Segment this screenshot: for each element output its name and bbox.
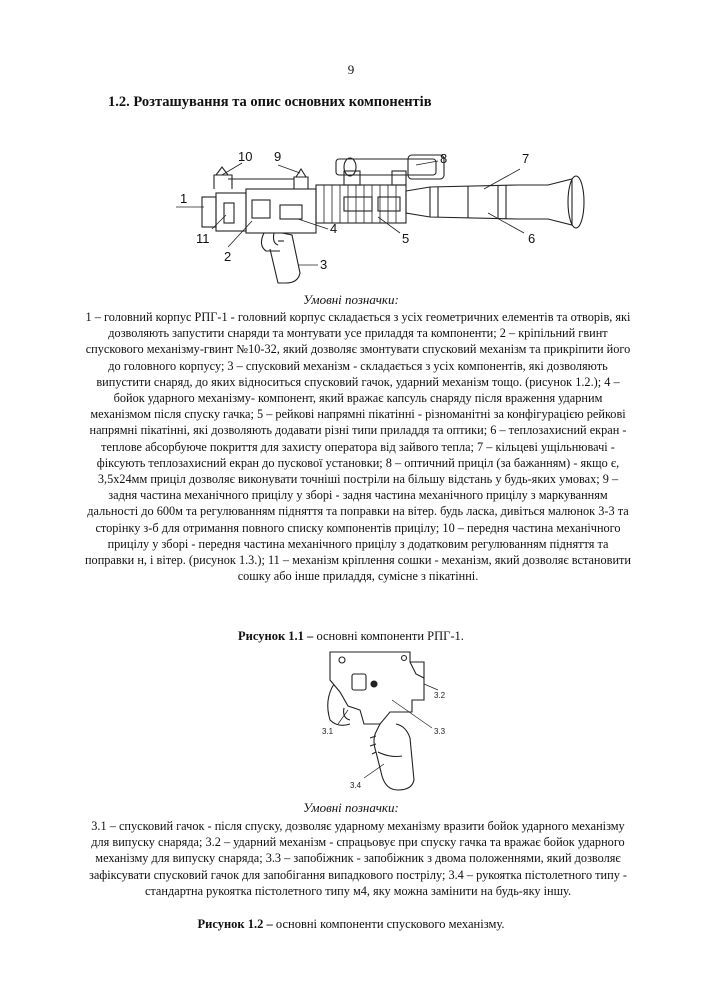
callout-2: 2 xyxy=(224,249,232,264)
callout-1: 1 xyxy=(180,191,188,206)
callout-7: 7 xyxy=(522,151,530,166)
callout-3-1: 3.1 xyxy=(322,727,334,736)
callout-3-3: 3.3 xyxy=(434,727,446,736)
trigger-mechanism-diagram xyxy=(320,640,460,800)
callout-6: 6 xyxy=(528,231,536,246)
figure-2-caption xyxy=(0,917,702,932)
page-number: 9 xyxy=(347,62,355,77)
legend-2-title: Умовні позначки: xyxy=(303,800,399,815)
callout-5: 5 xyxy=(402,231,410,246)
section-heading: 1.2. Розташування та опис основних компонентів xyxy=(108,94,432,110)
callout-4: 4 xyxy=(330,221,338,236)
legend-1-text: 1 – головний корпус РПГ-1 - головний корпус складається з усіх геометричних елементів та отворів, які дозволяють запустити снаряди та монтувати усе приладдя та компоненти; 2 – кріпільний гвинт спускового механізму-гвинт №10-32, який дозволяє змонтувати спусковий механізм та прикріпити його до головного корпусу; 3 – спусковий механізм - складається з усіх компонентів, які дозволяють випустити снаряд, до яких відноситься спусковий гачок, ударний механізм тощо. (рисунок 1.2.); 4 – бойок ударного механізму- компонент, який вражає капсуль снаряду після враження ударним механізмом після спуску гачка; 5 – рейкові напрямні пікатінні - різноманітні за конфігурацією рейкові напрямні пікатінні, які дозволяють додавати різні типи приладдя та оптики; 6 – теплозахисний екран - теплове абсорбуюче покриття для захисту оператора від зайвого тепла; 7 – кільцеві ущільнювачі - фіксують теплозахисний екран до пускової установки; 8 – оптичний приціл (за бажанням) - якщо є, 3,5х24мм приціл дозволяє виконувати точніші постріли на більшу відстань у будь-яких умовах; 9 – задня частина механічного прицілу у зборі - задня частина механічного прицілу з маркуванням дальності до 600м та регулюванням підняття та поправки на вітер. будь ласка, дивіться малюнок 3-3 та сторінку з-б для отримання повного списку компонентів прицілу; 10 – передня частина механічного прицілу у зборі - передня частина механічного прицілу з додатковим регулюванням підняття та поправки н, і вітер. (рисунок 1.3.); 11 – механізм кріплення сошки - механізм, який дозволяє встановити сошку або інше приладдя, сумісне з пікатінні. xyxy=(84,310,632,584)
rpg1-diagram xyxy=(168,145,608,295)
callout-9: 9 xyxy=(274,149,282,164)
callout-10: 10 xyxy=(238,149,253,164)
callout-3: 3 xyxy=(320,257,328,272)
legend-1-title: Умовні позначки: xyxy=(303,292,399,307)
callout-3-4: 3.4 xyxy=(350,781,362,790)
figure-1-caption-label: Рисунок 1.1 – xyxy=(238,629,314,643)
callout-3-2: 3.2 xyxy=(434,691,446,700)
callout-11: 11 xyxy=(196,231,210,246)
figure-2-caption-text: основні компоненти спускового механізму. xyxy=(272,917,505,931)
legend-2-text: 3.1 – спусковий гачок - після спуску, дозволяє ударному механізму вразити бойок ударного механізму для випуску снаряда; 3.2 – ударний механізм - спрацьовує при спуску гачка та вражає бойок ударного механізму для випуску снаряда; 3.3 – запобіжник - запобіжник з двома положеннями, який дозволяє зафіксувати спусковий гачок для запобігання випадкового пострілу; 3.4 – рукоятка пістолетного типу - стандартна рукоятка пістолетного типу м4, яку можна замінити на будь-яку іншу. xyxy=(88,819,628,898)
callout-8: 8 xyxy=(440,151,448,166)
figure-2-caption-label: Рисунок 1.2 – xyxy=(197,917,273,931)
figure-1-caption-text: основні компоненти РПГ-1. xyxy=(313,629,464,643)
